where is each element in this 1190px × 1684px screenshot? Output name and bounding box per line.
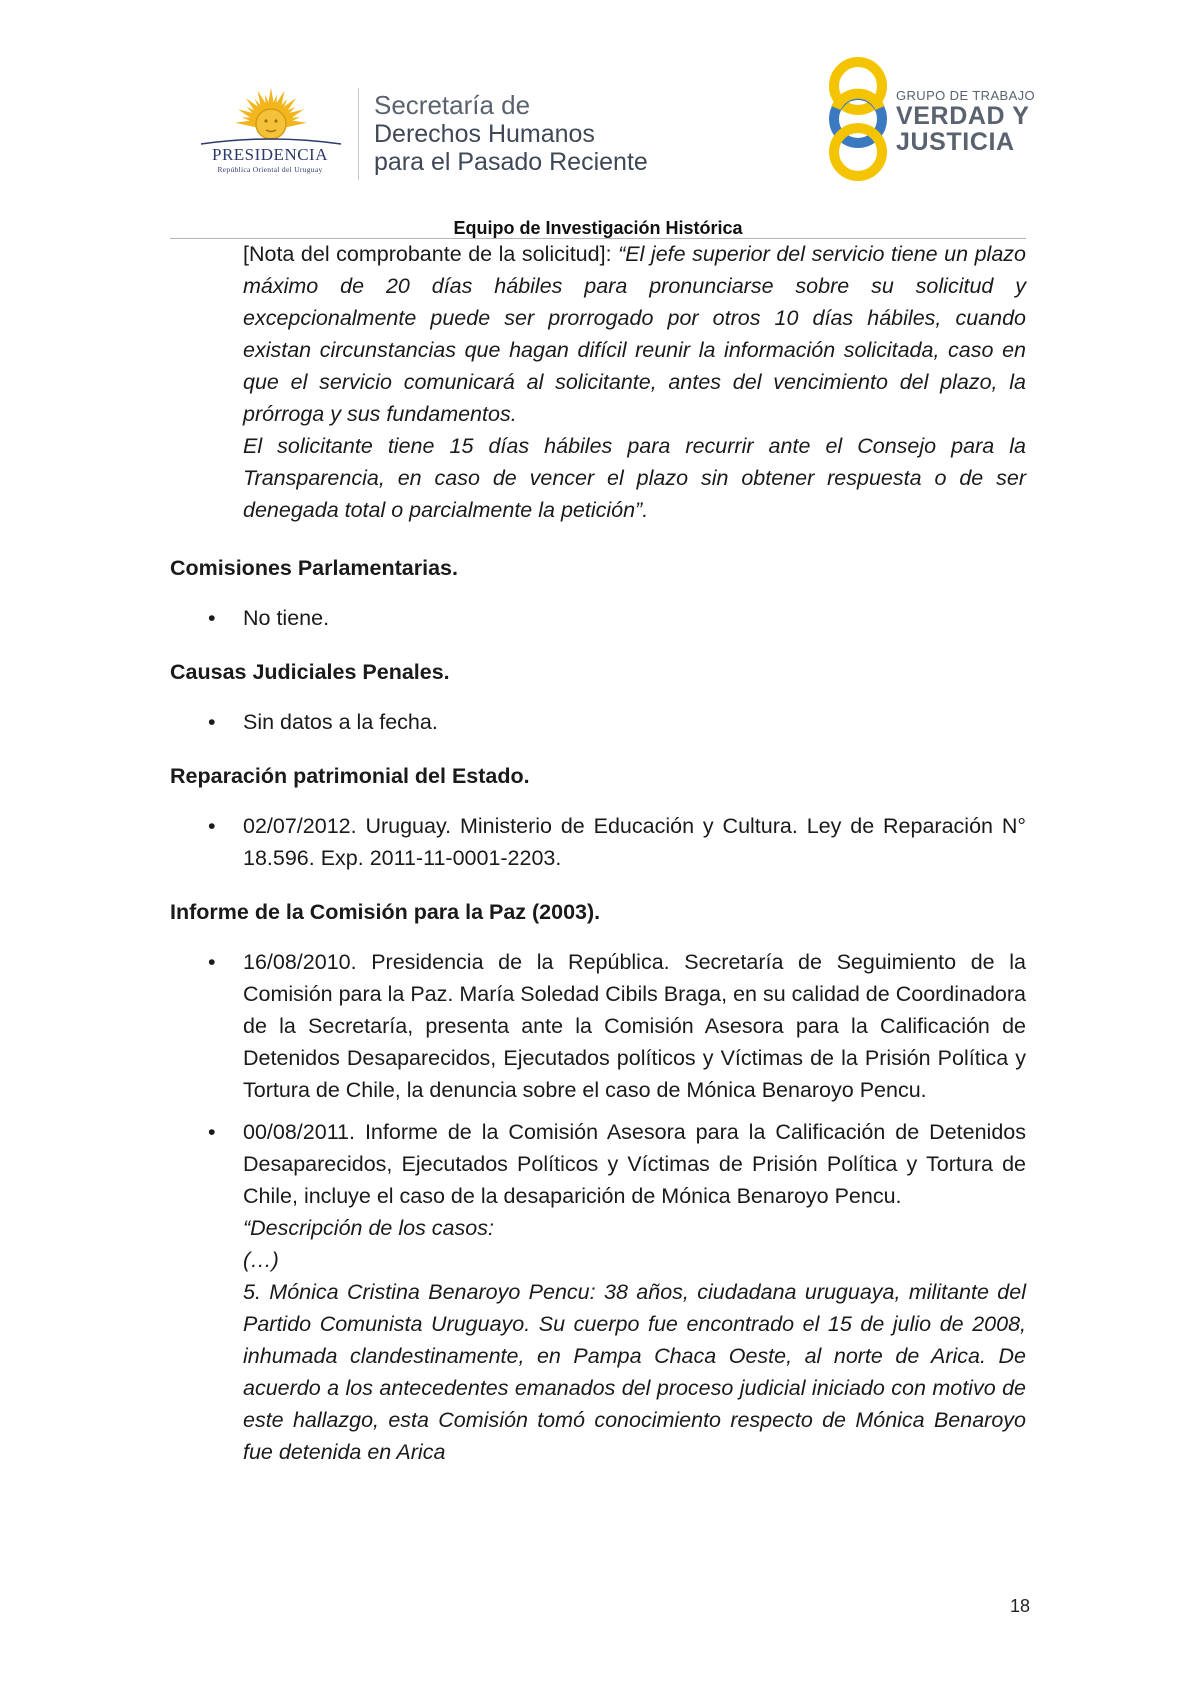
grupo-line-2: VERDAD Y xyxy=(896,102,1030,130)
note-paragraph-1 xyxy=(243,238,1026,430)
heading-causas: Causas Judiciales Penales. xyxy=(170,660,450,684)
list-reparacion xyxy=(170,810,1026,874)
quote-title: “Descripción de los casos: xyxy=(243,1216,494,1240)
list-causas xyxy=(170,706,1026,738)
presidencia-subtitle: República Oriental del Uruguay xyxy=(217,165,323,174)
heading-reparacion: Reparación patrimonial del Estado. xyxy=(170,764,530,788)
bullet: • xyxy=(208,710,216,734)
verdad-justicia-rings-logo xyxy=(820,56,896,182)
bullet: • xyxy=(208,606,216,630)
secretaria-line-1: Secretaría de xyxy=(374,90,531,120)
presidencia-name: PRESIDENCIA xyxy=(211,145,328,164)
document-body xyxy=(170,238,1026,1478)
list-item xyxy=(170,946,1026,1106)
heading-comisiones: Comisiones Parlamentarias. xyxy=(170,556,458,580)
note-quote-1: “El jefe superior del servicio tiene un plazo máximo de 20 días hábiles para pronunciarse sobre su solicitud y excepcionalmente puede ser prorrogado por otros 10 días hábiles, cuando existan circunstancias que hagan difícil reunir la información solicitada, caso en que el servicio comunicará al solicitante, antes del vencimiento del plazo, la prórroga y sus fundamentos. xyxy=(243,242,1026,426)
list-item-text: No tiene. xyxy=(243,606,330,630)
secretaria-line-2: Derechos Humanos xyxy=(374,120,595,148)
note-prefix: [Nota del comprobante de la solicitud]: xyxy=(243,242,619,266)
list-item xyxy=(170,810,1026,874)
list-item xyxy=(170,602,1026,634)
list-item-text: 02/07/2012. Uruguay. Ministerio de Educación y Cultura. Ley de Reparación N° 18.596. Exp. 2011-11-0001-2203. xyxy=(243,814,1026,870)
bullet: • xyxy=(208,1120,216,1144)
bullet: • xyxy=(208,950,216,974)
list-item-text: Sin datos a la fecha. xyxy=(243,710,438,734)
logo-divider xyxy=(358,88,359,180)
verdad-justicia-logo-text xyxy=(896,88,1035,155)
list-item xyxy=(170,706,1026,738)
page-header xyxy=(0,0,1190,250)
list-comisiones xyxy=(170,602,1026,634)
heading-informe: Informe de la Comisión para la Paz (2003). xyxy=(170,900,601,924)
list-item xyxy=(170,1116,1026,1468)
bullet: • xyxy=(208,814,216,838)
note-block xyxy=(243,238,1026,526)
team-title: Equipo de Investigación Histórica xyxy=(453,218,743,238)
quote-ellipsis: (…) xyxy=(243,1248,279,1272)
list-item-text: 16/08/2010. Presidencia de la República. Secretaría de Seguimiento de la Comisión para la Paz. María Soledad Cibils Braga, en su calidad de Coordinadora de la Secretaría, presenta ante la Comisión Asesora para la Calificación de Detenidos Desaparecidos, Ejecutados políticos y Víctimas de la Prisión Política y Tortura de Chile, la denuncia sobre el caso de Mónica Benaroyo Pencu. xyxy=(243,950,1026,1102)
quote-body: 5. Mónica Cristina Benaroyo Pencu: 38 años, ciudadana uruguaya, militante del Partido Comunista Uruguayo. Su cuerpo fue encontrado el 15 de julio de 2008, inhumada clandestinamente, en Pampa Chaca Oeste, al norte de Arica. De acuerdo a los antecedentes emanados del proceso judicial iniciado con motivo de este hallazgo, esta Comisión tomó conocimiento respecto de Mónica Benaroyo fue detenida en Arica xyxy=(243,1280,1026,1464)
page-number: 18 xyxy=(1009,1596,1030,1616)
note-quote-2: El solicitante tiene 15 días hábiles para recurrir ante el Consejo para la Transparencia, en caso de vencer el plazo sin obtener respuesta o de ser denegada total o parcialmente la petición”. xyxy=(243,434,1026,522)
list-item-text: 00/08/2011. Informe de la Comisión Asesora para la Calificación de Detenidos Desaparecidos, Ejecutados Políticos y Víctimas de Prisión Política y Tortura de Chile, incluye el caso de la desaparición de Mónica Benaroyo Pencu. xyxy=(243,1120,1026,1208)
secretaria-logo-text xyxy=(374,90,648,176)
list-informe xyxy=(170,946,1026,1468)
grupo-line-3: JUSTICIA xyxy=(896,128,1015,156)
secretaria-line-3: para el Pasado Reciente xyxy=(374,148,648,176)
grupo-line-1: GRUPO DE TRABAJO xyxy=(896,88,1036,103)
